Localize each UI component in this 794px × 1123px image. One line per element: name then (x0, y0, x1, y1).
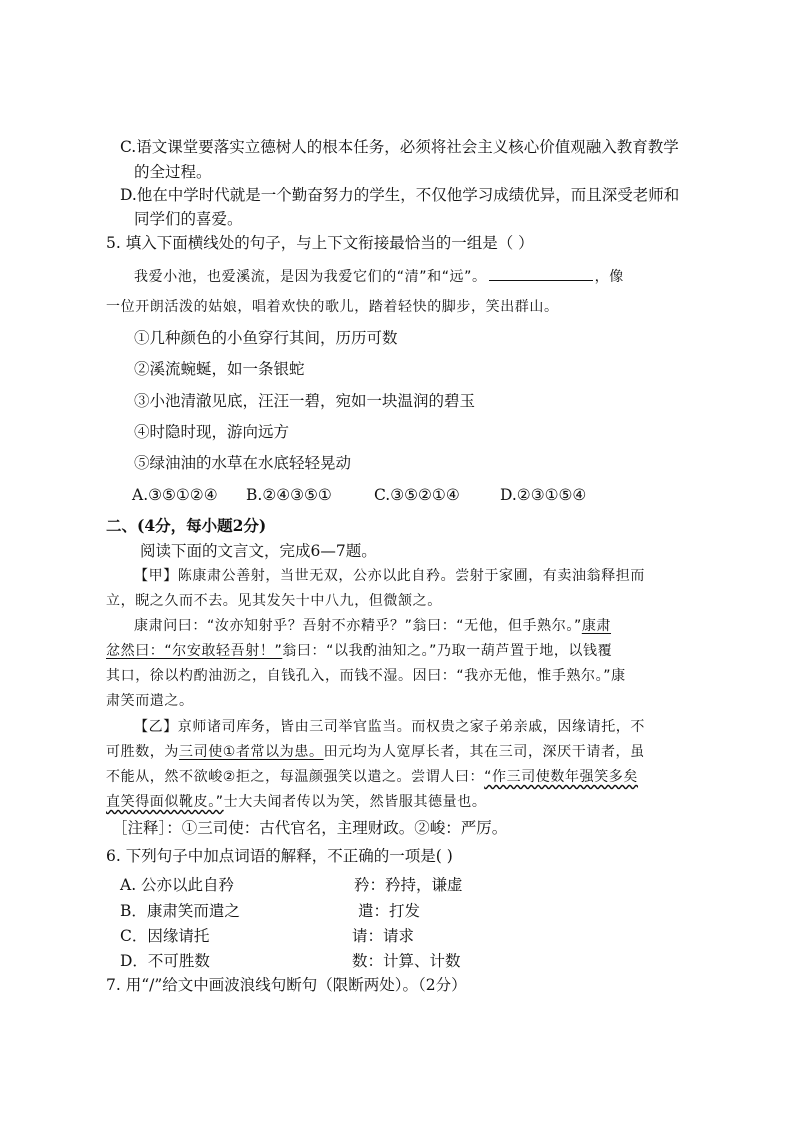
q5-item-3: ③小池清澈见底，汪汪一碧，宛如一块温润的碧玉 (134, 392, 476, 410)
passage-yi-line2c: 田元均为人宽厚长者，其在三司，深厌干请者，虽 (323, 744, 645, 760)
q6-option-c-gloss: 请：请求 (352, 927, 415, 945)
passage-jia-p2-line3: 其口，徐以杓酌油沥之，自钱孔入，而钱不湿。因曰：“我亦无他，惟手熟尔。”康 (106, 668, 626, 684)
q5-item-5: ⑤绿油油的水草在水底轻轻晃动 (134, 454, 352, 472)
q5-item-4: ④时隐时现，游向远方 (134, 423, 290, 441)
passage-yi-line4b: 士大夫闻者传以为笑，然皆服其德量也。 (223, 794, 487, 810)
q5-option-c: C.③⑤②①④ (374, 486, 460, 504)
passage-yi-wavy-2: 直笑得面似靴皮。” (106, 794, 224, 810)
q5-passage-b: ，像 (594, 269, 624, 285)
passage-jia-underlined-1: 康肃 (581, 618, 612, 634)
q5-item-2: ②溪流蜿蜒，如一条银蛇 (134, 360, 305, 378)
q5-item-1: ①几种颜色的小鱼穿行其间，历历可数 (134, 329, 398, 347)
q4-option-c-line2: 的全过程。 (134, 163, 212, 181)
q6-option-a-gloss: 矜：矜持，谦虚 (354, 876, 463, 894)
q6-option-d-gloss: 数：计算、计数 (352, 952, 461, 970)
q4-option-d-line1: D.他在中学时代就是一个勤奋努力的学生，不仅他学习成绩优异，而且深受老师和 (120, 186, 680, 204)
q7-stem: 7. 用“/”给文中画波浪线句断句（限断两处）。（2分） (106, 976, 467, 994)
q4-option-c-line1: C.语文课堂要落实立德树人的根本任务，必须将社会主义核心价值观融入教育教学 (120, 138, 679, 156)
q5-option-a: A.③⑤①②④ (132, 486, 218, 504)
passage-jia-p2-line4: 肃笑而遣之。 (106, 693, 194, 709)
q5-option-d: D.②③①⑤④ (500, 486, 587, 504)
q5-passage-line1 (134, 266, 624, 287)
passage-yi-line4 (106, 792, 486, 812)
passage-jia-p2-line1 (134, 616, 611, 636)
passage-yi-line3a: 不能从，然不欲峻②拒之，每温颜强笑以遣之。尝谓人曰： (106, 769, 485, 785)
passage-yi-line2 (106, 742, 645, 762)
passage-jia-p1-line1: 【甲】陈康肃公善射，当世无双，公亦以此自矜。尝射于家圃，有卖油翁释担而 (134, 568, 645, 584)
q6-option-d: D．不可胜数 (120, 952, 210, 970)
notes: ［注释］：①三司使：古代官名，主理财政。②峻：严厉。 (112, 819, 508, 837)
passage-yi-wavy-1: “作三司使数年强笑多矣 (484, 769, 639, 785)
q6-option-a: A. 公亦以此自矜 (120, 876, 235, 894)
section2-instruction: 阅读下面的文言文，完成6—7题。 (140, 542, 377, 560)
passage-jia-p2-line2 (106, 641, 612, 661)
q6-stem: 6. 下列句子中加点词语的解释，不正确的一项是( ) (106, 847, 453, 865)
passage-yi-underlined: 三司使①者常以为患。 (179, 744, 324, 760)
q5-stem: 5. 填入下面横线处的句子，与上下文衔接最恰当的一组是（ ） (106, 234, 534, 252)
passage-jia-p1-line2: 立，睨之久而不去。见其发矢十中八九，但微颔之。 (106, 593, 442, 609)
passage-jia-p2-line1a: 康肃问曰：“汝亦知射乎？吾射不亦精乎？”翁曰：“无他，但手熟尔。” (134, 618, 582, 634)
q4-option-d-line2: 同学们的喜爱。 (134, 210, 243, 228)
passage-jia-underlined-2: 忿然曰：“尔安敢轻吾射！” (106, 643, 283, 659)
passage-yi-line3 (106, 767, 638, 787)
passage-yi-line1: 【乙】京师诸司库务，皆由三司举官监当。而权贵之家子弟亲戚，因缘请托，不 (134, 719, 645, 735)
q6-option-b: B．康肃笑而遣之 (120, 902, 240, 920)
section2-heading: 二、(4分，每小题2分) (106, 516, 267, 535)
passage-jia-p2-line2b: 翁曰：“以我酌油知之。”乃取一葫芦置于地，以钱覆 (282, 643, 613, 659)
q6-option-c: C．因缘请托 (120, 927, 210, 945)
passage-yi-line2a: 可胜数，为 (106, 744, 179, 760)
q5-option-b: B.②④③⑤① (246, 486, 332, 504)
q5-passage-line2: 一位开朗活泼的姑娘，唱着欢快的歌儿，踏着轻快的脚步，笑出群山。 (106, 299, 559, 315)
q5-passage-a: 我爱小池，也爱溪流，是因为我爱它们的“清”和“远”。 (134, 269, 487, 285)
q5-answer-blank[interactable] (489, 266, 593, 281)
q6-option-b-gloss: 遣：打发 (358, 902, 421, 920)
